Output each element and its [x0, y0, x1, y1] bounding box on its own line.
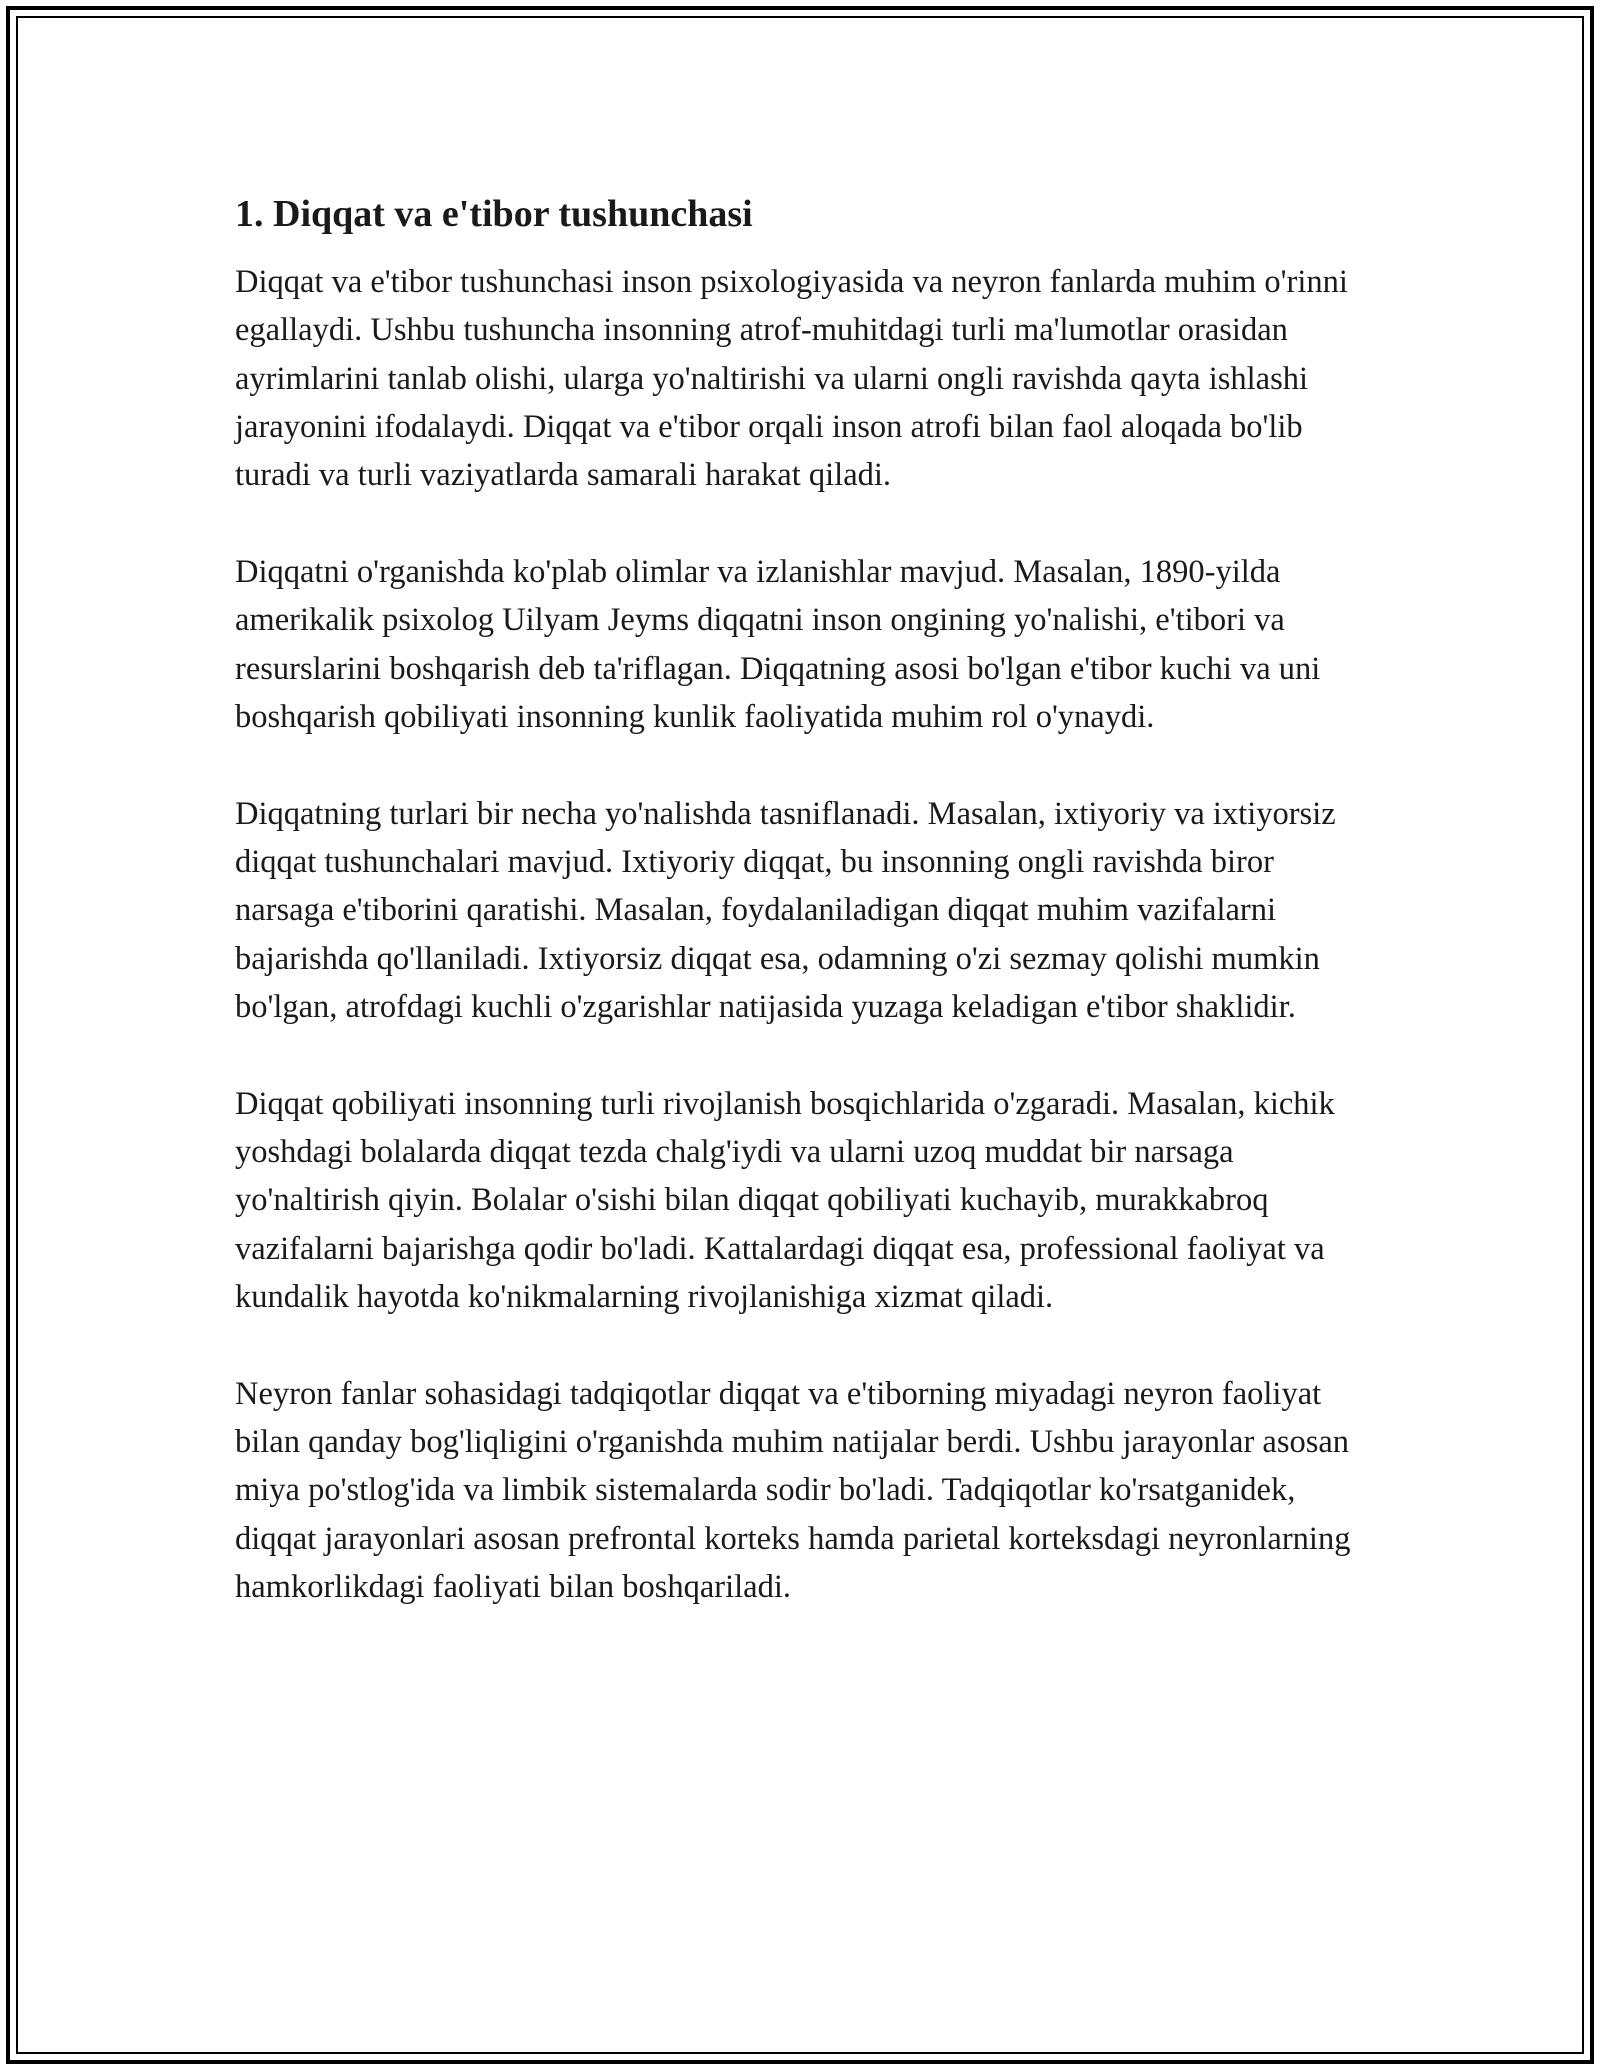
paragraph-3: Diqqatning turlari bir necha yo'nalishda tasniflanadi. Masalan, ixtiyoriy va ixtiyorsiz diqqat tushunchalari mavjud. Ixtiyoriy diqqat, bu insonning ongli ravishda biror narsaga e'tiborini qaratishi. Masalan, foydalaniladigan diqqat muhim vazifalarni bajarishda qo'llaniladi. Ixtiyorsiz diqqat esa, odamning o'zi sezmay qolishi mumkin bo'lgan, atrofdagi kuchli o'zgarishlar natijasida yuzaga keladigan e'tibor shaklidir. [235, 795, 1336, 1025]
paragraph-1: Diqqat va e'tibor tushunchasi inson psixologiyasida va neyron fanlarda muhim o'rinni egallaydi. Ushbu tushuncha insonning atrof-muhitdagi turli ma'lumotlar orasidan ayrimlarini tanlab olishi, ularga yo'naltirishi va ularni ongli ravishda qayta ishlashi jarayonini ifodalaydi. Diqqat va e'tibor orqali inson atrofi bilan faol aloqada bo'lib turadi va turli vaziyatlarda samarali harakat qiladi. [235, 264, 1348, 494]
paragraph-4: Diqqat qobiliyati insonning turli rivojlanish bosqichlarida o'zgaradi. Masalan, kichik yoshdagi bolalarda diqqat tezda chalg'iydi va ularni uzoq muddat bir narsaga yo'naltirish qiyin. Bolalar o'sishi bilan diqqat qobiliyati kuchayib, murakkabroq vazifalarni bajarishga qodir bo'ladi. Kattalardagi diqqat esa, professional faoliyat va kundalik hayotda ko'nikmalarning rivojlanishiga xizmat qiladi. [235, 1085, 1335, 1315]
section-heading: 1. Diqqat va e'tibor tushunchasi [235, 193, 753, 235]
paragraph-2: Diqqatni o'rganishda ko'plab olimlar va izlanishlar mavjud. Masalan, 1890-yilda amerikalik psixolog Uilyam Jeyms diqqatni inson ongining yo'nalishi, e'tibori va resurslarini boshqarish deb ta'riflagan. Diqqatning asosi bo'lgan e'tibor kuchi va uni boshqarish qobiliyati insonning kunlik faoliyatida muhim rol o'ynaydi. [235, 553, 1321, 735]
paragraph-5: Neyron fanlar sohasidagi tadqiqotlar diqqat va e'tiborning miyadagi neyron faoliyat bilan qanday bog'liqligini o'rganishda muhim natijalar berdi. Ushbu jarayonlar asosan miya po'stlog'ida va limbik sistemalarda sodir bo'ladi. Tadqiqotlar ko'rsatganidek, diqqat jarayonlari asosan prefrontal korteks hamda parietal korteksdagi neyronlarning hamkorlikdagi faoliyati bilan boshqariladi. [235, 1375, 1351, 1605]
document-body [235, 188, 1365, 1660]
